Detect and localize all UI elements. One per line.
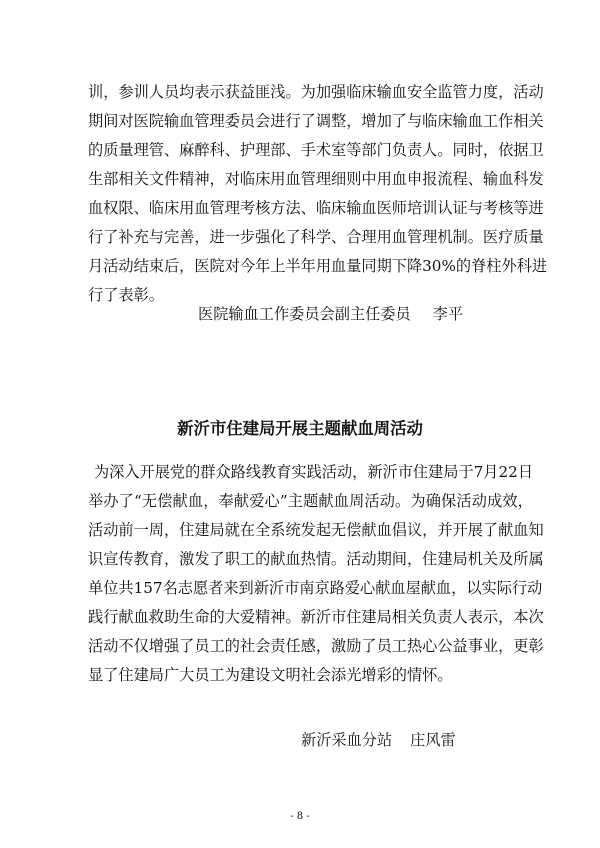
paragraph-line: 期 间 对 医 院 输 血 管 理 委 员 会 进 行 了 调 整 ， 增 加 了 与 临 床 输 血 工 作 相 关: [88, 112, 544, 130]
paragraph-line: 践 行 献 血 救 助 生 命 的 大 爱 精 神 。 新 沂 市 住 建 局 相 关 负 责 人 表 示 ， 本 次: [88, 608, 544, 626]
page-number: - 8 -: [290, 811, 310, 822]
paragraph-line: 显了住建局广大员工为建设文明社会添光增彩的情怀。: [88, 666, 453, 684]
paragraph-line: 训 ， 参 训 人 员 均 表 示 获 益 匪 浅 。 为 加 强 临 床 输 血 安 全 监 管 力 度 ， 活 动: [88, 83, 544, 101]
paragraph-line: 行 了 补 充 与 完 善 ， 进 一 步 强 化 了 科 学 、 合 理 用 血 管 理 机 制 。 医 疗 质 量: [88, 228, 544, 246]
paragraph-line: 活 动 不 仅 增 强 了 员 工 的 社 会 责 任 感 ， 激 励 了 员 工 热 心 公 益 事 业 ， 更 彰: [88, 637, 544, 655]
paragraph-line: 月 活 动 结 束 后 ， 医 院 对 今 年 上 半 年 用 血 量 同 期 下 降 30% 的 脊 柱 外 科 进: [88, 257, 548, 275]
paragraph-line: 生 部 相 关 文 件 精 神 ， 对 临 床 用 血 管 理 细 则 中 用 血 申 报 流 程 、 输 血 科 发: [88, 170, 544, 188]
paragraph-line-text: 为 深 入 开 展 党 的 群 众 路 线 教 育 实 践 活 动 ， 新 沂 市 住 建 局 于 7 月 22 日: [93, 463, 533, 481]
paragraph-line: 举 办 了 “ 无 偿 献 血 ， 奉 献 爱 心 ” 主 题 献 血 周 活 动 。 为 确 保 活 动 成 效 ，: [88, 492, 533, 510]
article-title: 新沂市住建局开展主题献血周活动: [177, 419, 423, 438]
article2-signature: [301, 726, 456, 755]
paragraph-line: 的 质 量 理 管 、 麻 醉 科 、 护 理 部 、 手 术 室 等 部 门 负 责 人 。 同 时 ， 依 据 卫: [88, 141, 544, 159]
paragraph-line: 行了表彰。: [88, 286, 164, 304]
section1-signature: [198, 300, 463, 329]
signature-organization: 医院输血工作委员会副主任委员: [198, 305, 411, 323]
paragraph-line: 血 权 限 、 临 床 用 血 管 理 考 核 方 法 、 临 床 输 血 医 师 培 训 认 证 与 考 核 等 进: [88, 199, 544, 217]
paragraph-line: 识 宣 传 教 育 ， 激 发 了 职 工 的 献 血 热 情 。 活 动 期 间 ， 住 建 局 机 关 及 所 属: [88, 550, 544, 568]
signature-name: 李平: [432, 305, 463, 323]
signature-organization: 新沂采血分站: [301, 731, 393, 749]
signature-name: 庄风雷: [410, 731, 456, 749]
paragraph-line: 活 动 前 一 周 ， 住 建 局 就 在 全 系 统 发 起 无 偿 献 血 倡 议 ， 并 开 展 了 献 血 知: [88, 521, 544, 539]
section1-paragraph: [88, 78, 548, 310]
article2-paragraph: [88, 458, 544, 690]
paragraph-line: 单 位 共 157 名 志 愿 者 来 到 新 沂 市 南 京 路 爱 心 献 血 屋 献 血 ， 以 实 际 行 动: [88, 579, 543, 597]
paragraph-line: [88, 458, 533, 487]
